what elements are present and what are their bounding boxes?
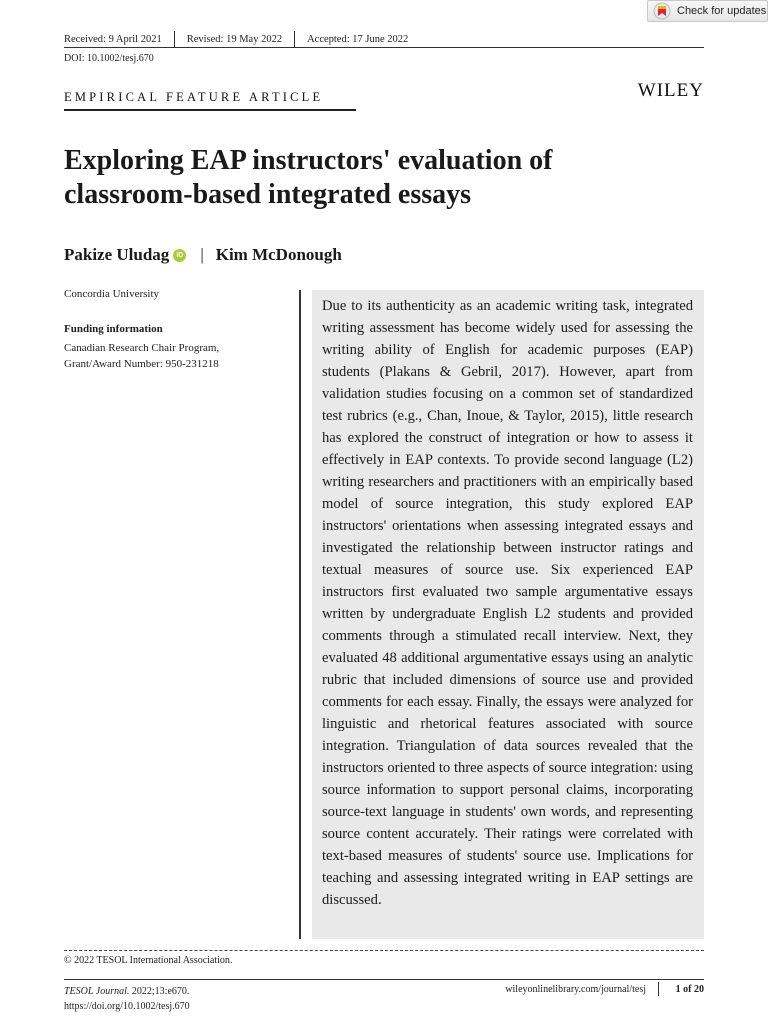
header-rule	[64, 47, 704, 48]
doi-link[interactable]: https://doi.org/10.1002/tesj.670	[64, 1001, 190, 1012]
publisher-logo: WILEY	[637, 80, 704, 101]
title-line: Exploring EAP instructors' evaluation of	[64, 145, 553, 176]
abstract-box	[312, 290, 704, 939]
footer-dotted-rule	[64, 950, 704, 951]
funding-line: Grant/Award Number: 950-231218	[64, 358, 219, 370]
author-separator: |	[200, 245, 204, 264]
check-for-updates-label: Check for updates	[677, 5, 767, 17]
orcid-icon[interactable]: iD	[173, 249, 186, 262]
affiliation: Concordia University	[64, 288, 160, 300]
article-title	[64, 144, 684, 212]
abstract-text: Due to its authenticity as an academic writing task, integrated writing assessment has become widely used for assessing the writing ability of English for academic purposes (EAP) students (Plakans & Gebril, 2017). However, apart from validation studies focusing on a common set of standardized test rubrics (e.g., Chan, Inoue, & Taylor, 2015), little research has explored the construct of integration or how to assess it effectively in EAP contexts. To provide second language (L2) writing researchers and practitioners with an empirically based model of source integration, this study explored EAP instructors' orientations when assessing integrated essays and investigated the relationship between instructor ratings and textual measures of source use. Six experienced EAP instructors first evaluated two sample argumentative essays written by undergraduate English L2 students and provided comments through a stimulated recall interview. Next, they evaluated 48 additional argumentative essays using an analytic rubric that included dimensions of source use and provided comments for each essay. Finally, the essays were analyzed for linguistic and rhetorical features associated with source integration. Triangulation of data sources revealed that the instructors oriented to three aspects of source integration: using source information to support personal claims, incorporating source-text language in students' own words, and representing source content accurately. Their ratings were correlated with text-based measures of students' source use. Implications for teaching and assessing integrated writing in EAP settings are discussed.	[322, 298, 693, 908]
revised-date: Revised: 19 May 2022	[186, 33, 283, 45]
funding-line: Canadian Research Chair Program,	[64, 342, 220, 354]
received-date: Received: 9 April 2021	[64, 33, 162, 45]
journal-name: TESOL Journal.	[64, 986, 130, 997]
article-history	[64, 31, 408, 47]
citation: 2022;13:e670.	[129, 986, 190, 997]
author-list	[64, 244, 342, 266]
journal-url[interactable]: wileyonlinelibrary.com/journal/tesj	[505, 984, 646, 995]
article-type-underline	[64, 109, 356, 111]
abstract-rule	[299, 290, 301, 939]
check-for-updates-button[interactable]	[647, 0, 768, 22]
funding-text	[64, 340, 279, 372]
title-line: classroom-based integrated essays	[64, 179, 472, 210]
copyright: © 2022 TESOL International Association.	[64, 955, 233, 966]
author-name[interactable]: Pakize Uludag	[64, 245, 170, 264]
crossmark-icon	[653, 2, 671, 20]
doi[interactable]: DOI: 10.1002/tesj.670	[64, 53, 154, 64]
citation-block	[64, 984, 190, 1014]
article-type: EMPIRICAL FEATURE ARTICLE	[64, 90, 324, 104]
page-number: 1 of 20	[675, 984, 704, 995]
accepted-date: Accepted: 17 June 2022	[307, 33, 409, 45]
funding-heading: Funding information	[64, 323, 163, 335]
divider	[294, 31, 295, 47]
footer-rule	[64, 979, 704, 980]
author-name[interactable]: Kim McDonough	[215, 245, 342, 264]
divider	[658, 982, 659, 996]
divider	[174, 31, 175, 47]
